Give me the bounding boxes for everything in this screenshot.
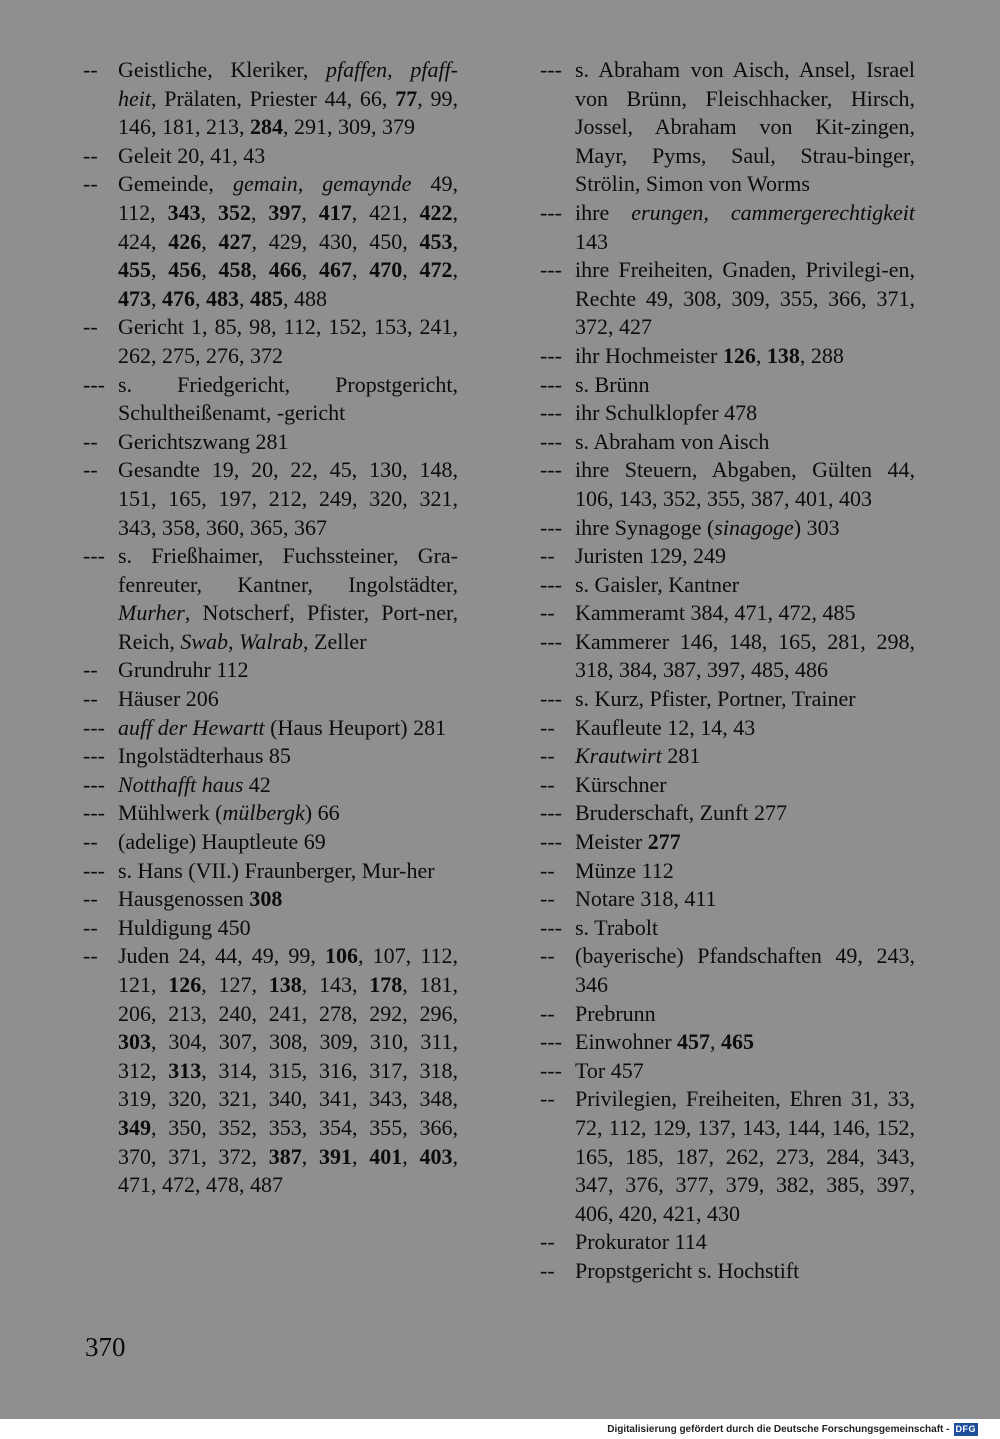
entry-text bbox=[118, 457, 458, 539]
entry-text-part: Juristen 129, 249 bbox=[575, 543, 726, 569]
entry-text bbox=[575, 429, 769, 454]
entry-text-part: Geistliche, Kleriker, bbox=[118, 57, 327, 82]
entry-text bbox=[118, 171, 458, 310]
entry-text-part: , Zeller bbox=[303, 628, 367, 654]
index-entry bbox=[83, 742, 458, 771]
entry-text-part: , bbox=[402, 1143, 420, 1169]
entry-dash: -- bbox=[540, 771, 555, 797]
entry-text-part: Privilegien, Freiheiten, Ehren 31, 33, 72, 112, 129, 137, 143, 144, 146, 152, 165, 185, 187, 262, 273, 284, 343, 347, 376, 377, 379, 382, 385, 397, 406, 420, 421, 430 bbox=[575, 1086, 915, 1226]
entry-bold-ref: 352 bbox=[217, 199, 251, 225]
entry-text-part: Gerichtszwang 281 bbox=[118, 428, 289, 454]
index-entry bbox=[83, 714, 458, 743]
index-entry bbox=[540, 542, 915, 571]
entry-bold-ref: 470 bbox=[369, 257, 403, 283]
entry-text-part: , bbox=[352, 257, 370, 283]
entry-dash: --- bbox=[540, 800, 562, 826]
entry-bold-ref: 456 bbox=[168, 257, 202, 283]
entry-text-part: Münze 112 bbox=[575, 857, 674, 883]
dfg-logo: DFG bbox=[955, 1424, 976, 1434]
entry-text bbox=[575, 800, 787, 825]
entry-text bbox=[118, 543, 458, 654]
entry-bold-ref: 387 bbox=[268, 1143, 302, 1169]
entry-dash: --- bbox=[540, 428, 562, 454]
entry-italic-term: Krautwirt bbox=[575, 743, 662, 769]
entry-text-part: , bbox=[402, 257, 420, 283]
index-entry bbox=[540, 828, 915, 857]
entry-text bbox=[575, 1258, 799, 1283]
entry-text-part: Kaufleute 12, 14, 43 bbox=[575, 714, 756, 740]
entry-text-part: s. Brünn bbox=[575, 371, 650, 397]
index-entry bbox=[83, 456, 458, 542]
index-entry bbox=[540, 1085, 915, 1228]
entry-dash: -- bbox=[540, 714, 555, 740]
entry-bold-ref: 77 bbox=[395, 85, 418, 111]
index-entry bbox=[540, 256, 915, 342]
index-entry bbox=[540, 742, 915, 771]
entry-text bbox=[575, 943, 915, 997]
entry-text-part: ) 303 bbox=[793, 514, 840, 540]
entry-bold-ref: 467 bbox=[319, 257, 352, 283]
index-entry bbox=[83, 542, 458, 656]
entry-text bbox=[575, 543, 726, 568]
entry-text bbox=[118, 943, 458, 1197]
entry-italic-term: Walrab bbox=[239, 628, 303, 654]
entry-text-part: Gemeinde, bbox=[118, 171, 233, 197]
entry-text bbox=[575, 829, 681, 854]
entry-bold-ref: 426 bbox=[168, 228, 202, 254]
entry-text-part: (bayerische) Pfandschaften 49, 243, 346 bbox=[575, 943, 915, 997]
index-entry bbox=[83, 371, 458, 428]
entry-dash: -- bbox=[83, 457, 98, 483]
entry-text-part: Gericht 1, 85, 98, 112, 152, 153, 241, 262, 275, 276, 372 bbox=[118, 314, 458, 368]
entry-text bbox=[575, 515, 840, 540]
entry-dash: -- bbox=[83, 171, 98, 197]
entry-text-part: Huldigung 450 bbox=[118, 914, 251, 940]
entry-text-part: Kammeramt 384, 471, 472, 485 bbox=[575, 600, 856, 626]
entry-text-part: , 350, 352, 353, 354, 355, 366, 370, 371, 372, bbox=[118, 1114, 458, 1169]
entry-text-part: 42 bbox=[243, 771, 271, 797]
entry-text-part: Prokurator 114 bbox=[575, 1229, 707, 1255]
entry-text-part: Mühlwerk ( bbox=[118, 800, 223, 826]
index-entry bbox=[540, 1000, 915, 1029]
entry-text-part: , 421, bbox=[351, 199, 420, 225]
entry-dash: --- bbox=[83, 771, 105, 797]
entry-text-part: Propstgericht s. Hochstift bbox=[575, 1257, 800, 1283]
entry-bold-ref: 138 bbox=[268, 972, 302, 997]
entry-text-part: s. Abraham von Aisch bbox=[575, 428, 770, 454]
entry-bold-ref: 472 bbox=[419, 257, 453, 283]
index-entry bbox=[540, 599, 915, 628]
entry-dash: -- bbox=[83, 914, 98, 940]
entry-text-part: (adelige) Hauptleute 69 bbox=[118, 829, 326, 855]
entry-dash: --- bbox=[83, 371, 105, 397]
index-entry bbox=[540, 685, 915, 714]
entry-bold-ref: 126 bbox=[168, 972, 202, 997]
page-number: 370 bbox=[85, 1332, 126, 1362]
entry-italic-term: sinagoge bbox=[714, 514, 794, 540]
entry-dash: --- bbox=[540, 457, 562, 483]
entry-bold-ref: 308 bbox=[249, 886, 283, 912]
entry-dash: --- bbox=[540, 199, 562, 225]
entry-text bbox=[118, 915, 251, 940]
entry-text-part: ihre Steuern, Abgaben, Gülten 44, 106, 143, 352, 355, 387, 401, 403 bbox=[575, 457, 915, 511]
entry-text-part: ihre Synagoge ( bbox=[575, 514, 715, 540]
entry-text-part: s. Abraham von Aisch, Ansel, Israel von Brünn, Fleischhacker, Hirsch, Jossel, Abraham von Kit-zingen, Mayr, Pyms, Saul, Strau-binger, Strölin, Simon von Worms bbox=[575, 57, 915, 197]
entry-text-part: , 471, 472, 478, 487 bbox=[118, 1143, 458, 1198]
entry-text-part: , Notscherf, Pfister, Port-ner, Reich, bbox=[118, 600, 458, 654]
index-entry bbox=[540, 714, 915, 743]
entry-text-part: Prebrunn bbox=[575, 1000, 656, 1026]
entry-text bbox=[575, 1229, 707, 1254]
index-entry bbox=[83, 771, 458, 800]
index-entry bbox=[540, 428, 915, 457]
entry-text-part: 143 bbox=[575, 228, 608, 254]
entry-bold-ref: 126 bbox=[722, 342, 756, 368]
index-entry bbox=[540, 199, 915, 256]
entry-text-part: , bbox=[239, 285, 250, 311]
entry-text-part: Ingolstädterhaus 85 bbox=[118, 743, 291, 769]
index-entry bbox=[540, 1028, 915, 1057]
entry-text-part: , 291, 309, 379 bbox=[283, 114, 415, 140]
entry-text-part: , 181, 206, 213, 240, 241, 278, 292, 296, bbox=[118, 972, 458, 1026]
index-entry bbox=[83, 142, 458, 171]
index-entry bbox=[83, 857, 458, 886]
index-entry bbox=[83, 828, 458, 857]
entry-text bbox=[575, 200, 915, 254]
index-entry bbox=[540, 628, 915, 685]
entry-dash: --- bbox=[540, 571, 562, 597]
entry-text bbox=[575, 743, 700, 768]
entry-text-part: 281 bbox=[661, 743, 701, 769]
entry-text bbox=[575, 372, 650, 397]
entry-text bbox=[118, 800, 340, 825]
entry-text-part: s. Gaisler, Kantner bbox=[575, 571, 740, 597]
index-entry bbox=[83, 914, 458, 943]
entry-bold-ref: 403 bbox=[419, 1143, 453, 1169]
entry-text-part: s. Hans (VII.) Fraunberger, Mur-her bbox=[118, 857, 435, 883]
entry-text bbox=[575, 343, 844, 368]
entry-bold-ref: 458 bbox=[218, 257, 252, 283]
entry-bold-ref: 485 bbox=[250, 285, 283, 311]
entry-dash: --- bbox=[83, 743, 105, 769]
entry-dash: -- bbox=[540, 1000, 555, 1026]
entry-dash: --- bbox=[83, 857, 105, 883]
entry-text bbox=[575, 57, 915, 196]
index-entry bbox=[540, 1228, 915, 1257]
entry-dash: -- bbox=[83, 57, 98, 82]
entry-text-part: s. Friedgericht, Propstgericht, Schultheißenamt, -gericht bbox=[118, 371, 458, 426]
entry-text-part: , Prälaten, Priester 44, 66, bbox=[151, 85, 396, 111]
index-entry bbox=[540, 771, 915, 800]
entry-bold-ref: 284 bbox=[250, 114, 283, 140]
entry-dash: --- bbox=[540, 628, 562, 654]
entry-text bbox=[575, 915, 658, 940]
entry-dash: --- bbox=[540, 1057, 562, 1083]
entry-text bbox=[118, 429, 288, 454]
index-entry bbox=[83, 799, 458, 828]
entry-bold-ref: 313 bbox=[168, 1057, 202, 1083]
entry-text-part: (Haus Heuport) 281 bbox=[264, 714, 447, 740]
entry-dash: --- bbox=[540, 400, 562, 426]
index-entry bbox=[540, 799, 915, 828]
entry-text-part: , bbox=[301, 1143, 319, 1169]
entry-bold-ref: 473 bbox=[118, 285, 151, 311]
index-entry bbox=[540, 885, 915, 914]
entry-text bbox=[575, 886, 717, 911]
entry-text-part: Grundruhr 112 bbox=[118, 657, 249, 683]
index-entry bbox=[540, 371, 915, 400]
entry-text-part: 49, 112, bbox=[118, 171, 458, 225]
entry-italic-term: erungen, cammergerechtigkeit bbox=[631, 199, 915, 225]
entry-dash: --- bbox=[540, 57, 562, 82]
entry-text bbox=[118, 829, 326, 854]
entry-dash: -- bbox=[540, 543, 555, 569]
entry-text-part: ihr Schulklopfer 478 bbox=[575, 400, 758, 426]
entry-dash: --- bbox=[540, 686, 562, 712]
entry-dash: --- bbox=[540, 342, 562, 368]
index-entry bbox=[540, 56, 915, 199]
entry-dash: --- bbox=[83, 714, 105, 740]
entry-text-part: , 304, 307, 308, 309, 310, 311, 312, bbox=[118, 1029, 458, 1083]
entry-dash: -- bbox=[540, 857, 555, 883]
entry-text-part: , bbox=[195, 285, 206, 311]
entry-dash: --- bbox=[83, 800, 105, 826]
entry-text bbox=[118, 686, 219, 711]
entry-text-part: Notare 318, 411 bbox=[575, 886, 717, 912]
entry-text bbox=[575, 1001, 656, 1026]
entry-text bbox=[575, 629, 915, 683]
entry-text-part: , 314, 315, 316, 317, 318, 319, 320, 321, 340, 341, 343, 348, bbox=[118, 1057, 458, 1112]
entry-text bbox=[118, 657, 249, 682]
entry-bold-ref: 106 bbox=[325, 943, 359, 969]
entry-dash: --- bbox=[540, 829, 562, 855]
index-entry bbox=[540, 571, 915, 600]
entry-text bbox=[575, 600, 855, 625]
index-entry bbox=[540, 942, 915, 999]
index-entry bbox=[540, 456, 915, 513]
entry-text-part: , 424, bbox=[118, 199, 459, 254]
digitization-footer bbox=[607, 1420, 978, 1439]
entry-italic-term: gemain, gemaynde bbox=[232, 171, 412, 197]
entry-text-part: ihr Hochmeister bbox=[575, 342, 723, 368]
entry-bold-ref: 427 bbox=[218, 228, 252, 254]
entry-bold-ref: 417 bbox=[318, 199, 352, 225]
entry-dash: -- bbox=[83, 142, 98, 168]
entry-dash: --- bbox=[540, 914, 562, 940]
entry-text bbox=[575, 1058, 644, 1083]
index-entry bbox=[83, 885, 458, 914]
entry-text bbox=[118, 772, 271, 797]
index-entry bbox=[540, 1257, 915, 1286]
entry-text bbox=[575, 1029, 754, 1054]
entry-italic-term: auff der Hewartt bbox=[118, 714, 265, 740]
entry-text bbox=[118, 314, 458, 368]
entry-dash: -- bbox=[83, 829, 98, 855]
entry-text-part: Gesandte 19, 20, 22, 45, 130, 148, 151, 165, 197, 212, 249, 320, 321, 343, 358, 360, 365, 367 bbox=[118, 457, 458, 540]
entry-dash: -- bbox=[83, 886, 98, 912]
entry-dash: -- bbox=[83, 428, 98, 454]
entry-text-part: , 429, 430, 450, bbox=[251, 228, 420, 254]
entry-bold-ref: 303 bbox=[118, 1029, 151, 1055]
entry-dash: -- bbox=[540, 600, 555, 626]
index-column-right bbox=[540, 56, 915, 1286]
entry-text-part: Hausgenossen bbox=[118, 886, 250, 912]
index-entry bbox=[540, 1057, 915, 1086]
entry-bold-ref: 343 bbox=[167, 199, 201, 225]
entry-text-part: , bbox=[228, 628, 240, 654]
entry-bold-ref: 465 bbox=[721, 1029, 755, 1055]
entry-italic-term: Notthafft haus bbox=[118, 771, 244, 797]
entry-bold-ref: 349 bbox=[118, 1114, 151, 1140]
entry-dash: --- bbox=[540, 1029, 562, 1055]
entry-text bbox=[575, 1086, 915, 1225]
entry-text-part: , bbox=[452, 257, 458, 283]
entry-bold-ref: 401 bbox=[369, 1143, 403, 1169]
entry-text bbox=[118, 143, 265, 168]
entry-text-part: , bbox=[200, 199, 218, 225]
entry-text bbox=[118, 886, 282, 911]
index-entry bbox=[540, 342, 915, 371]
entry-text bbox=[575, 686, 856, 711]
entry-text-part: s. Frießhaimer, Fuchssteiner, Gra-fenreuter, Kantner, Ingolstädter, bbox=[118, 543, 458, 597]
entry-text bbox=[575, 858, 674, 883]
index-entry bbox=[83, 656, 458, 685]
index-entry bbox=[540, 514, 915, 543]
entry-dash: -- bbox=[540, 886, 555, 912]
entry-text-part: , bbox=[710, 1029, 722, 1055]
entry-text-part: Geleit 20, 41, 43 bbox=[118, 142, 266, 168]
entry-text-part: , bbox=[251, 257, 269, 283]
entry-dash: --- bbox=[540, 514, 562, 540]
entry-text-part: , bbox=[151, 285, 162, 311]
entry-text-part: s. Trabolt bbox=[575, 914, 659, 940]
entry-italic-term: pfaffen, pfaff-heit bbox=[118, 57, 459, 111]
entry-text-part: , bbox=[250, 199, 269, 225]
index-entry bbox=[540, 857, 915, 886]
entry-text-part: , bbox=[452, 228, 458, 254]
entry-bold-ref: 277 bbox=[647, 829, 681, 855]
entry-text-part: , bbox=[201, 257, 219, 283]
entry-dash: -- bbox=[540, 743, 555, 769]
entry-text bbox=[575, 457, 915, 511]
entry-text bbox=[575, 772, 667, 797]
index-column-left bbox=[83, 56, 458, 1200]
entry-bold-ref: 483 bbox=[206, 285, 239, 311]
entry-text bbox=[575, 572, 739, 597]
entry-dash: --- bbox=[83, 543, 105, 569]
entry-text-part: , 99, 146, 181, 213, bbox=[118, 85, 458, 140]
index-entry bbox=[83, 942, 458, 1199]
index-entry bbox=[540, 914, 915, 943]
entry-text-part: , bbox=[301, 199, 319, 225]
entry-text-part: , bbox=[151, 257, 169, 283]
index-entry bbox=[83, 56, 458, 142]
entry-dash: -- bbox=[540, 1086, 555, 1112]
entry-text bbox=[118, 372, 458, 426]
entry-text bbox=[575, 400, 757, 425]
entry-text bbox=[575, 257, 915, 339]
entry-text-part: , bbox=[352, 1143, 370, 1169]
index-entry bbox=[83, 685, 458, 714]
entry-text-part: , bbox=[301, 257, 319, 283]
entry-text-part: s. Kurz, Pfister, Portner, Trainer bbox=[575, 686, 856, 712]
entry-bold-ref: 453 bbox=[419, 228, 453, 254]
entry-text bbox=[575, 715, 755, 740]
entry-dash: -- bbox=[83, 314, 98, 340]
entry-text-part: , 288 bbox=[799, 342, 844, 368]
entry-bold-ref: 422 bbox=[419, 199, 453, 225]
entry-text-part: Kammerer 146, 148, 165, 281, 298, 318, 384, 387, 397, 485, 486 bbox=[575, 628, 915, 683]
index-entry bbox=[83, 428, 458, 457]
entry-dash: -- bbox=[83, 686, 98, 712]
entry-text bbox=[118, 57, 458, 139]
entry-text bbox=[118, 715, 446, 740]
entry-text-part: Tor 457 bbox=[575, 1057, 644, 1083]
entry-text-part: , bbox=[201, 228, 219, 254]
index-entry bbox=[83, 313, 458, 370]
entry-text-part: , 488 bbox=[283, 285, 327, 311]
entry-dash: --- bbox=[540, 371, 562, 397]
entry-italic-term: Swab bbox=[180, 628, 229, 654]
entry-text-part: Kürschner bbox=[575, 771, 667, 797]
entry-dash: -- bbox=[83, 943, 98, 969]
entry-italic-term: Murher bbox=[118, 600, 185, 626]
entry-dash: -- bbox=[83, 657, 98, 683]
index-entry bbox=[83, 170, 458, 313]
entry-dash: -- bbox=[540, 1229, 555, 1255]
entry-text-part: , 127, bbox=[201, 972, 269, 997]
entry-bold-ref: 391 bbox=[319, 1143, 352, 1169]
entry-text-part: Häuser 206 bbox=[118, 686, 219, 712]
entry-text-part: ) 66 bbox=[304, 800, 340, 826]
entry-bold-ref: 457 bbox=[677, 1029, 711, 1055]
entry-text-part: Bruderschaft, Zunft 277 bbox=[575, 800, 787, 826]
entry-text-part: ihre bbox=[575, 199, 632, 225]
entry-text-part: , 143, bbox=[301, 972, 370, 997]
entry-dash: -- bbox=[540, 943, 555, 969]
entry-bold-ref: 466 bbox=[268, 257, 302, 283]
entry-bold-ref: 476 bbox=[162, 285, 195, 311]
entry-bold-ref: 397 bbox=[268, 199, 302, 225]
entry-dash: -- bbox=[540, 1257, 555, 1283]
footer-credit-text: Digitalisierung gefördert durch die Deutsche Forschungsgemeinschaft - bbox=[607, 1424, 950, 1435]
entry-text-part: , 107, 112, 121, bbox=[118, 943, 458, 997]
entry-text bbox=[118, 743, 291, 768]
entry-text-part: ihre Freiheiten, Gnaden, Privilegi-en, Rechte 49, 308, 309, 355, 366, 371, 372, 427 bbox=[575, 257, 915, 340]
entry-text bbox=[118, 858, 435, 883]
entry-bold-ref: 178 bbox=[369, 972, 403, 997]
entry-italic-term: mülbergk bbox=[222, 800, 305, 826]
entry-bold-ref: 138 bbox=[766, 342, 800, 368]
entry-text-part: Meister bbox=[575, 829, 648, 855]
entry-bold-ref: 455 bbox=[118, 257, 151, 283]
index-entry bbox=[540, 399, 915, 428]
entry-text-part: Juden 24, 44, 49, 99, bbox=[118, 943, 326, 969]
entry-dash: --- bbox=[540, 257, 562, 283]
entry-text-part: , bbox=[755, 342, 767, 368]
entry-text-part: Einwohner bbox=[575, 1029, 678, 1055]
